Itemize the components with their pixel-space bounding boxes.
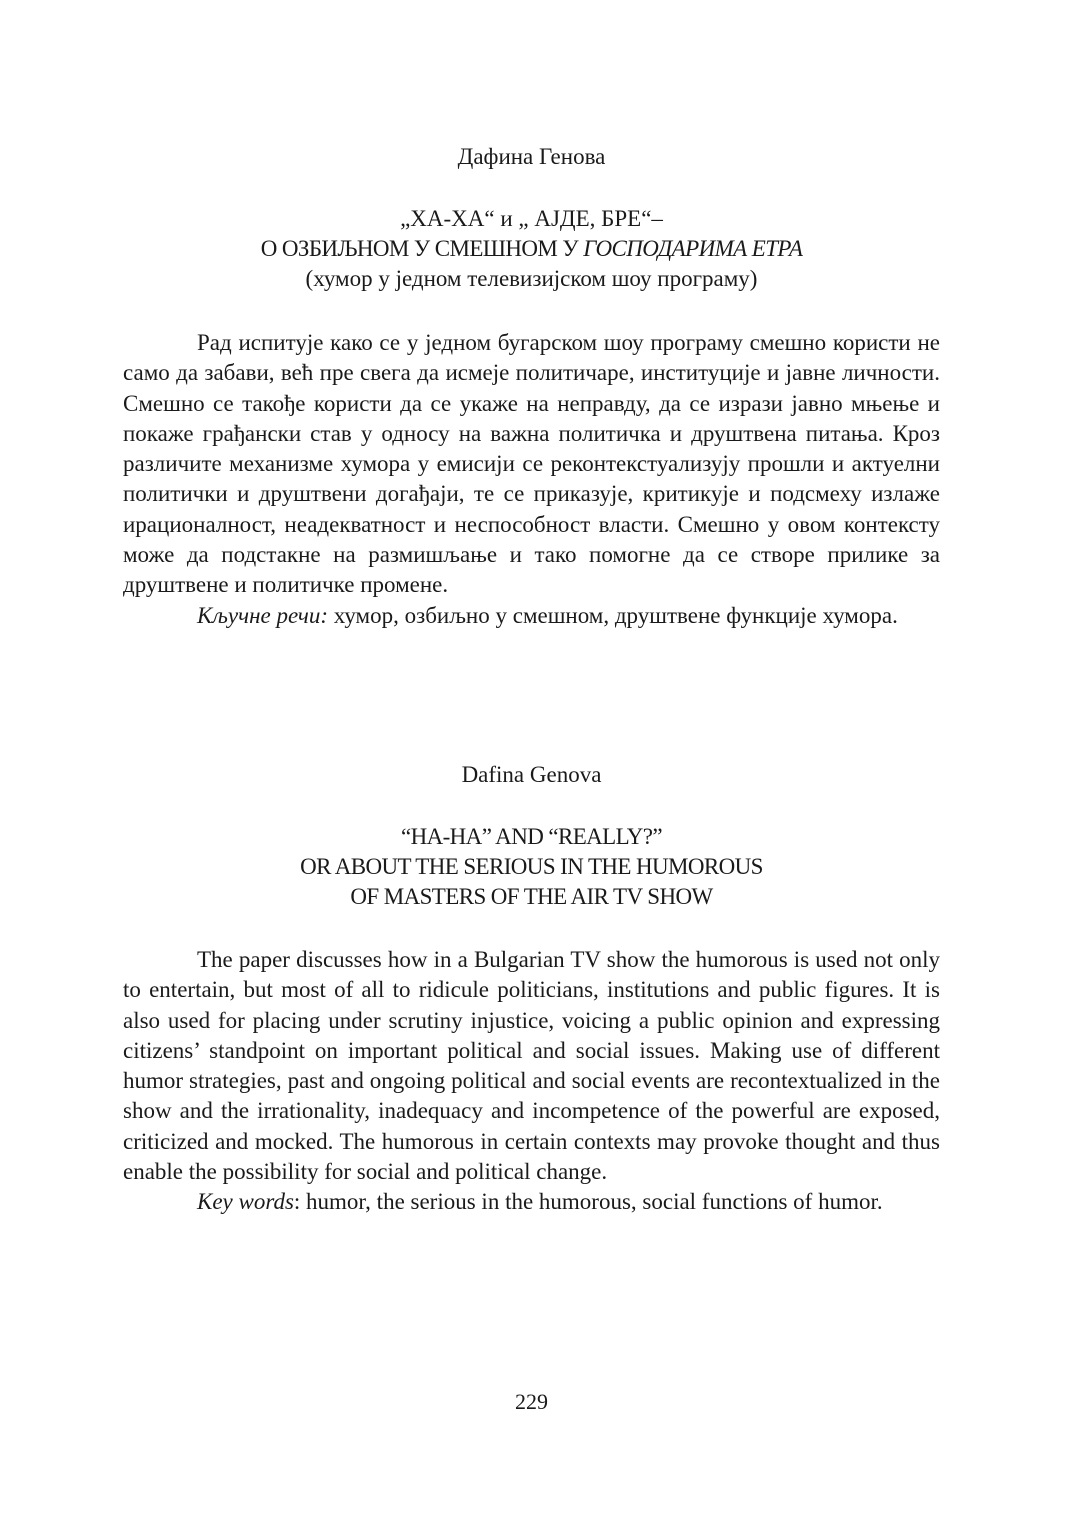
author-name-serbian: Дафина Генова bbox=[457, 144, 606, 169]
abstract-paragraph: The paper discusses how in a Bulgarian TV show the humorous is used not only to entertain, but most of all to ridicule politicians, institutions and public figures. It is also used for placing under scrutiny injustice, voicing a public opinion and expressing citizens’ standpoint on important political and social issues. Making use of different humor strategies, past and ongoing political and social events are recontextualized in the show and the irrationality, inadequacy and incompetence of the powerful are exposed, criticized and mocked. The humorous in certain contexts may provoke thought and thus enable the possibility for social and political change. bbox=[123, 947, 940, 1185]
author-name-english: Dafina Genova bbox=[461, 762, 602, 787]
abstract-english bbox=[123, 945, 940, 1218]
keywords-text: хумор, озбиљно у смешном, друштвене функције хумора. bbox=[327, 602, 898, 628]
abstract-serbian bbox=[123, 328, 940, 631]
title-line-3: OF MASTERS OF THE AIR TV SHOW bbox=[350, 884, 713, 909]
keywords-text: : humor, the serious in the humorous, social functions of humor. bbox=[293, 1189, 883, 1215]
title-line-2-italic: ГОСПОДАРИМА ЕТРА bbox=[583, 236, 803, 261]
title-line-1: “HA-HA” AND “REALLY?” bbox=[400, 824, 662, 849]
title-line-1: „ХА-ХА“ и „ АЈДЕ, БРЕ“– bbox=[400, 206, 663, 231]
article-title-serbian bbox=[123, 204, 940, 294]
abstract-paragraph: Рад испитује како се у једном бугарском шоу програму смешно користи не само да забави, већ пре свега да исмеје политичаре, институције и јавне личности. Смешно се такође користи да се укаже на неправду, да се изрази јавно мњење и покаже грађански став у односу на важна политичка и друштвена питања. Кроз различите механизме хумора у емисији се реконтекстуализују прошли и актуелни политички и друштвени догађаји, те се приказује, критикује и подсмеху излаже ирационалност, неадекватност и неспособност власти. Смешно у овом контексту може да подстакне на размишљање и тако помогне да се створе прилике за друштвене и политичке промене. bbox=[123, 330, 940, 598]
article-title-english bbox=[123, 822, 940, 912]
keywords-paragraph bbox=[123, 1187, 940, 1217]
page-number: 229 bbox=[515, 1389, 548, 1414]
title-line-2 bbox=[123, 234, 940, 264]
subtitle: (хумор у једном телевизијском шоу програму) bbox=[305, 266, 758, 291]
keywords-label: Key words bbox=[197, 1189, 294, 1215]
keywords-label: Кључне речи: bbox=[197, 602, 328, 628]
title-line-2: OR ABOUT THE SERIOUS IN THE HUMOROUS bbox=[300, 854, 763, 879]
keywords-paragraph bbox=[123, 601, 940, 631]
title-line-2-regular: О ОЗБИЉНОМ У СМЕШНОМ У bbox=[260, 236, 584, 261]
